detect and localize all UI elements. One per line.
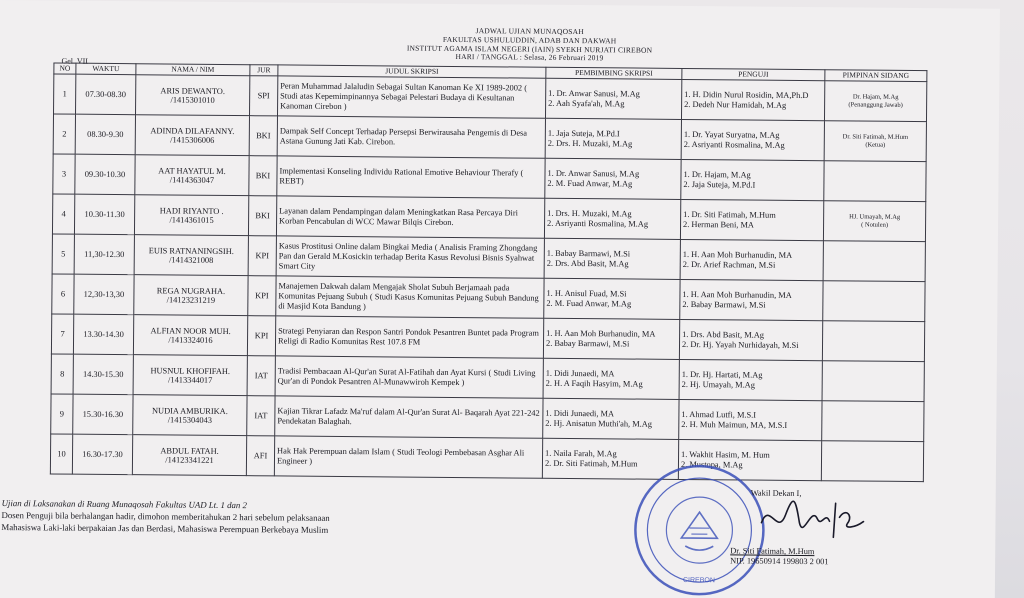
row-pembimbing-1: 1. Dr. Anwar Sanusi, M.Ag xyxy=(548,88,640,99)
row-nim: /1413324016 xyxy=(168,334,213,345)
row-pembimbing-1: 1. H. Aan Moh Burhanudin, MA xyxy=(546,328,656,339)
row-jur: BKI xyxy=(249,116,277,156)
row-pimpinan-1: HJ. Umayah, M.Ag xyxy=(849,212,901,221)
row-jur: IAT xyxy=(247,396,275,436)
note-room: Ujian di Laksanakan di Ruang Munaqosah Fakultas UAD Lt. 1 dan 2 xyxy=(1,498,247,511)
row-waktu: 15.30-16.30 xyxy=(73,394,133,435)
doc-title: JADWAL UJIAN MUNAQOSAH xyxy=(475,26,584,37)
row-nama: HADI RIYANTO . xyxy=(159,205,224,216)
row-penguji-2: 2. Dedeh Nur Hamidah, M.Ag xyxy=(684,99,787,110)
row-nim: /1414363047 xyxy=(169,174,215,185)
signature-role: Wakil Dekan I, xyxy=(750,488,802,499)
table-row xyxy=(50,434,923,482)
row-pimpinan-2 xyxy=(825,341,922,342)
row-penguji-2: 2. H. Muh Maimun, MA, M.S.I xyxy=(681,419,788,430)
row-penguji-2: 2. Mustopa, M.Ag xyxy=(680,459,743,469)
row-waktu: 11,30-12.30 xyxy=(74,234,134,275)
row-penguji-2: 2. Dr. Arief Rachman, M.Si xyxy=(682,259,776,270)
row-nama: HUSNUL KHOFIFAH. xyxy=(150,365,231,376)
row-pimpinan-1: Dr. Siti Fatimah, M.Hum xyxy=(842,132,909,141)
row-pimpinan-1 xyxy=(826,261,923,262)
row-no: 7 xyxy=(51,314,73,354)
row-pembimbing-1: 1. Naila Farah, M.Ag xyxy=(545,448,617,458)
row-no: 9 xyxy=(51,394,73,434)
row-judul: Kajian Tikrar Lafadz Ma'ruf dalam Al-Qur'an Surat Al- Baqarah Ayat 221-242 Pendekatan Balaghah. xyxy=(275,396,543,438)
row-no: 4 xyxy=(52,194,74,234)
row-jur: BKI xyxy=(249,156,277,196)
col-jur: JUR xyxy=(250,65,278,76)
row-judul: Peran Muhammad Jalaludin Sebagai Sultan Kanoman Ke XI 1989-2002 ( Studi atas Kepemimpinannya Sebagai Pelestari Budaya di Kesultanan Kanoman Cirebon ) xyxy=(277,76,545,118)
row-pembimbing-2: 2. Aah Syafa'ah, M.Ag xyxy=(548,98,625,108)
row-pimpinan-1 xyxy=(825,381,922,382)
svg-text:CIREBON: CIREBON xyxy=(682,576,715,585)
row-penguji-1: 1. Dr. Yayat Suryatna, M.Ag xyxy=(683,129,780,140)
col-waktu: WAKTU xyxy=(76,63,136,75)
row-judul: Implementasi Konseling Individu Rational Emotive Behaviour Therafy ( REBT) xyxy=(277,156,545,198)
signature-block xyxy=(730,488,829,567)
row-waktu: 08.30-9.30 xyxy=(75,114,135,155)
row-judul: Dampak Self Concept Terhadap Persepsi Berwirausaha Pengemis di Desa Astana Gunung Jati Kab. Cirebon. xyxy=(277,116,545,158)
row-jur: BKI xyxy=(248,196,276,236)
row-penguji-1: 1. Wakhit Hasim, M. Hum xyxy=(681,449,770,460)
row-pembimbing-1: 1. Babay Barmawi, M.Si xyxy=(546,248,631,259)
row-pimpinan-2 xyxy=(825,301,922,302)
row-pimpinan-1 xyxy=(826,181,923,182)
row-pembimbing-2: 2. Dr. Siti Fatimah, M.Hum xyxy=(544,458,638,469)
row-jur: SPI xyxy=(250,76,278,116)
row-pembimbing-2: 2. Drs. H. Muzaki, M.Ag xyxy=(547,138,633,149)
row-penguji-2: 2. Jaja Suteja, M.Pd.I xyxy=(683,179,756,190)
row-penguji-1: 1. Dr. Hj. Hartati, M.Ag xyxy=(681,369,763,380)
row-waktu: 10.30-11.30 xyxy=(74,194,134,235)
row-penguji-1: 1. H. Aan Moh Burhanudin, MA xyxy=(682,289,792,300)
row-nim: /1414361015 xyxy=(169,214,214,225)
row-pimpinan-2 xyxy=(826,181,923,182)
row-no: 2 xyxy=(53,114,75,154)
row-no: 10 xyxy=(50,434,72,474)
row-judul: Hak Hak Perempuan dalam Islam ( Studi Teologi Pembebasan Asghar Ali Engineer ) xyxy=(274,436,542,478)
row-judul: Kasus Prostitusi Online dalam Bingkai Media ( Analisis Framing Zhongdang Pan dan Gerald M.Kosickin terhadap Berita Kasus Revolusi Bisnis Syahwat Smart City xyxy=(276,236,544,278)
notes xyxy=(1,497,330,536)
institute-name: INSTITUT AGAMA ISLAM NEGERI (IAIN) SYEKH NURJATI CIREBON xyxy=(406,43,653,55)
row-nama: ABDUL FATAH. xyxy=(160,445,219,456)
signature-nip: NIP. 19650914 199803 2 001 xyxy=(730,556,829,567)
row-jur: KPI xyxy=(248,236,276,276)
row-pimpinan-2: (Penanggung Jawab) xyxy=(848,100,903,109)
row-nim: /1415306006 xyxy=(170,134,215,145)
row-judul: Strategi Penyiaran dan Respon Santri Pondok Pesantren Buntet pada Program Religi di Radio Komunitas Rest 107.8 FM xyxy=(275,316,543,358)
exam-date: HARI / TANGGAL : Selasa, 26 Februari 2019 xyxy=(455,51,604,63)
row-nim: /1414321008 xyxy=(169,254,214,265)
row-penguji-1: 1. Drs. Abd Basit, M.Ag xyxy=(682,329,765,340)
note-dress: Mahasiswa Laki-laki berpakaian Jas dan Berdasi, Mahasiswa Perempuan Berkebaya Muslim xyxy=(1,522,329,535)
row-pembimbing-2: 2. M. Fuad Anwar, M.Ag xyxy=(547,178,633,189)
row-pembimbing-2: 2. Babay Barmawi, M.Si xyxy=(545,338,630,349)
row-pembimbing-1: 1. Jaja Suteja, M.Pd.I xyxy=(547,128,620,138)
row-pembimbing-2: 2. M. Fuad Anwar, M.Ag xyxy=(546,298,632,309)
row-jur: IAT xyxy=(247,356,275,396)
row-penguji-1: 1. Ahmad Lutfi, M.S.I xyxy=(681,409,757,420)
row-pimpinan-2 xyxy=(824,461,921,462)
row-nim: /14123341221 xyxy=(165,454,214,465)
row-pembimbing-2: 2. H. A Faqih Hasyim, M.Ag xyxy=(545,378,643,389)
row-judul: Tradisi Pembacaan Al-Qur'an Surat Al-Fatihah dan Ayat Kursi ( Studi Living Qur'an di Pondok Pesantren Al-Munawwiroh Kempek ) xyxy=(275,356,543,398)
row-jur: KPI xyxy=(248,276,276,316)
row-penguji-1: 1. H. Aan Moh Burhanudin, MA xyxy=(682,249,793,260)
row-nama: EUIS RATNANINGSIH. xyxy=(148,245,234,256)
row-no: 1 xyxy=(54,74,76,114)
row-penguji-2: 2. Hj. Umayah, M.Ag xyxy=(681,379,755,390)
row-pimpinan-1 xyxy=(825,341,922,342)
row-pembimbing-1: 1. Dr. Anwar Sanusi, M.Ag xyxy=(547,168,640,179)
row-pimpinan-2 xyxy=(826,261,923,262)
col-no: NO xyxy=(54,63,76,74)
row-penguji-1: 1. H. Didin Nurul Rosidin, MA,Ph.D xyxy=(684,89,809,100)
row-judul: Layanan dalam Pendampingan dalam Meningkatkan Rasa Percaya Diri Korban Pencabulan di WCC Mawar Bilqis Cirebon. xyxy=(276,196,544,238)
row-penguji-1: 1. Dr. Siti Fatimah, M.Hum xyxy=(683,209,776,220)
faculty-name: FAKULTAS USHULUDDIN, ADAB DAN DAKWAH xyxy=(442,34,617,46)
row-nim: /14123231219 xyxy=(166,294,216,305)
row-pembimbing-2: 2. Drs. Abd Basit, M.Ag xyxy=(546,258,629,268)
row-waktu: 16.30-17.30 xyxy=(72,434,132,475)
row-nama: ARIS DEWANTO. xyxy=(160,85,226,96)
row-nama: ALFIAN NOOR MUH. xyxy=(150,325,231,336)
row-nim: /1415301010 xyxy=(170,94,215,105)
row-nim: /1413344017 xyxy=(168,374,213,385)
row-nama: ADINDA DILAFANNY. xyxy=(150,125,235,136)
row-penguji-2: 2. Babay Barmawi, M.Si xyxy=(682,299,766,310)
row-waktu: 09.30-10.30 xyxy=(75,154,135,195)
row-no: 6 xyxy=(52,274,74,314)
row-pimpinan-1 xyxy=(824,461,921,462)
row-no: 8 xyxy=(51,354,73,394)
row-waktu: 07.30-08.30 xyxy=(76,74,136,115)
row-waktu: 13.30-14.30 xyxy=(73,314,133,355)
col-judul: JUDUL SKRIPSI xyxy=(278,65,546,78)
row-pembimbing-1: 1. Drs. H. Muzaki, M.Ag xyxy=(547,208,632,219)
row-pembimbing-1: 1. Didi Junaedi, MA xyxy=(545,368,615,378)
row-pimpinan-1: Dr. Hajam, M.Ag xyxy=(852,92,899,101)
col-pimpinan: PIMPINAN SIDANG xyxy=(825,70,927,82)
row-judul: Manajemen Dakwah dalam Mengajak Sholat Subuh Berjamaah pada Komunitas Pejuang Subuh ( Studi Kasus Komunitas Pejuang Subuh Bandung di Masjid Kota Bandung ) xyxy=(276,276,544,318)
row-no: 3 xyxy=(53,154,75,194)
note-examiner: Dosen Penguji bila berhalangan hadir, dimohon memberitahukan 2 hari sebelum pelaksanaan xyxy=(1,510,330,523)
row-nim: /1415304043 xyxy=(167,414,212,425)
signature-name: Dr. Siti Fatimah, M.Hum xyxy=(730,546,815,557)
row-pembimbing-1: 1. Didi Junaedi, MA xyxy=(545,408,615,418)
batch-label: Gel. VII xyxy=(61,56,89,66)
row-pembimbing-2: 2. Hj. Anisatun Muthi'ah, M.Ag xyxy=(545,418,653,429)
row-penguji-2: 2. Dr. Hj. Yayah Nurhidayah, M.Si xyxy=(681,339,799,350)
row-no: 5 xyxy=(52,234,74,274)
row-pimpinan-1 xyxy=(825,301,922,302)
row-penguji-2: 2. Herman Beni, MA xyxy=(683,219,755,230)
row-nama: NUDIA AMBURIKA. xyxy=(151,405,228,416)
row-pimpinan-2: (Ketua) xyxy=(865,141,886,149)
col-nama-nim: NAMA / NIM xyxy=(136,64,250,76)
row-pembimbing-1: 1. H. Anisul Fuad, M.Si xyxy=(546,288,627,298)
row-jur: KPI xyxy=(247,316,275,356)
row-nama: AAT HAYATUL M. xyxy=(158,165,226,176)
row-penguji-1: 1. Dr. Hajam, M.Ag xyxy=(683,169,751,180)
schedule-table xyxy=(50,62,928,482)
row-pimpinan-2: ( Notulen) xyxy=(861,221,889,229)
col-penguji: PENGUJI xyxy=(682,68,825,80)
row-jur: AFI xyxy=(246,436,274,476)
row-waktu: 12,30-13,30 xyxy=(74,274,134,315)
row-penguji-2: 2. Asriyanti Rosmalina, M.Ag xyxy=(683,139,785,150)
col-pembimbing: PEMBIMBING SKRIPSI xyxy=(546,67,682,79)
row-pimpinan-2 xyxy=(825,381,922,382)
row-pimpinan-1 xyxy=(824,421,921,422)
row-nama: REGA NUGRAHA. xyxy=(156,285,226,296)
row-pimpinan-2 xyxy=(824,421,921,422)
row-waktu: 14.30-15.30 xyxy=(73,354,133,395)
row-pembimbing-2: 2. Asriyanti Rosmalina, M.Ag xyxy=(547,218,649,229)
